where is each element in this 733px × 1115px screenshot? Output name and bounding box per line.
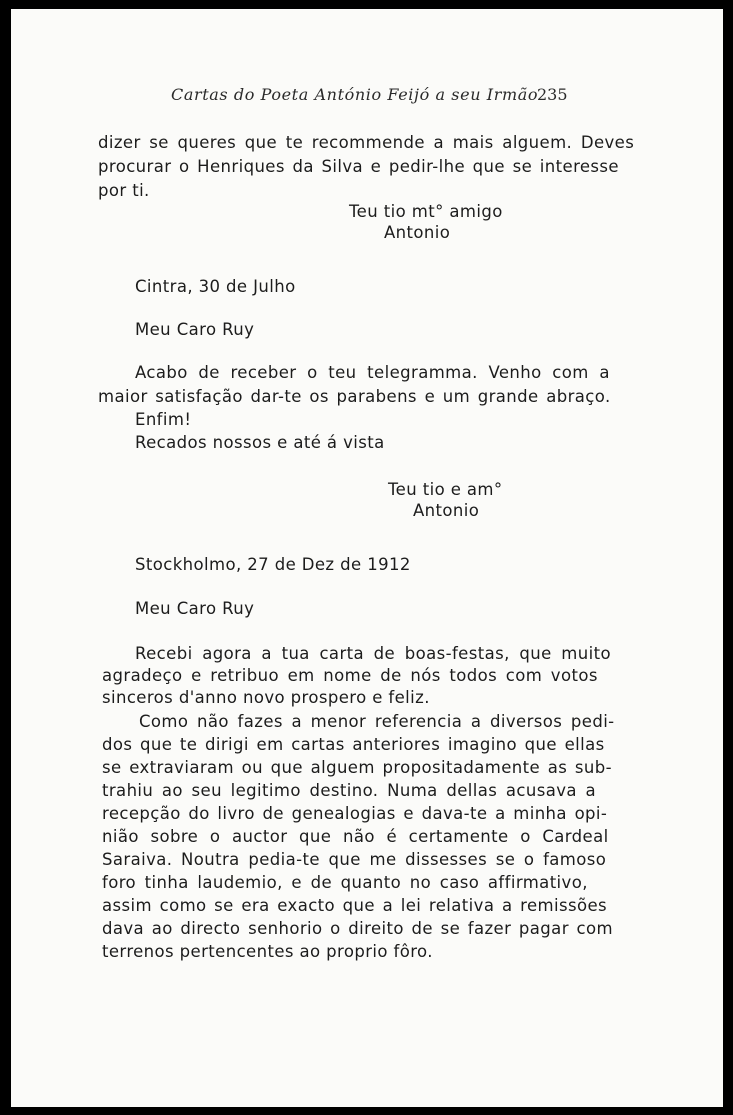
running-header	[11, 85, 723, 113]
closing-line: Teu tio mt° amigo	[349, 202, 503, 221]
text-line: procurar o Henriques da Silva e pedir-lhe que se interesse	[98, 157, 619, 176]
text-line: se extraviaram ou que alguem propositadamente as sub-	[102, 758, 612, 777]
place-date: Cintra, 30 de Julho	[135, 277, 296, 296]
text-line: terrenos pertencentes ao proprio fôro.	[102, 942, 433, 961]
text-line: dizer se queres que te recommende a mais alguem. Deves	[98, 133, 635, 152]
place-date: Stockholmo, 27 de Dez de 1912	[135, 555, 411, 574]
book-page	[11, 9, 723, 1107]
text-line: dava ao directo senhorio o direito de se fazer pagar com	[102, 919, 613, 938]
text-line: Recados nossos e até á vista	[135, 433, 385, 452]
text-line: assim como se era exacto que a lei relativa a remissões	[102, 896, 607, 915]
text-line: agradeço e retribuo em nome de nós todos com votos	[102, 666, 598, 685]
running-title: Cartas do Poeta António Feijó a seu Irmão	[171, 85, 539, 104]
text-line: recepção do livro de genealogias e dava-te a minha opi-	[102, 804, 608, 823]
text-line: trahiu ao seu legitimo destino. Numa dellas acusava a	[102, 781, 597, 800]
text-line: por ti.	[98, 181, 150, 200]
text-line: nião sobre o auctor que não é certamente o Cardeal	[102, 827, 609, 846]
text-line: Acabo de receber o teu telegramma. Venho com a	[135, 363, 610, 382]
signature: Antonio	[384, 223, 451, 242]
salutation: Meu Caro Ruy	[135, 320, 255, 339]
text-line: Como não fazes a menor referencia a diversos pedi-	[139, 712, 615, 731]
signature: Antonio	[413, 501, 480, 520]
salutation: Meu Caro Ruy	[135, 599, 255, 618]
text-line: sinceros d'anno novo prospero e feliz.	[102, 688, 430, 707]
closing-line: Teu tio e am°	[388, 480, 503, 499]
text-line: Saraiva. Noutra pedia-te que me dissesses se o famoso	[102, 850, 607, 869]
text-line: Enfim!	[135, 410, 192, 429]
page-number: 235	[537, 85, 568, 104]
text-line: maior satisfação dar-te os parabens e um grande abraço.	[98, 387, 611, 406]
text-line: foro tinha laudemio, e de quanto no caso affirmativo,	[102, 873, 588, 892]
text-line: dos que te dirigi em cartas anteriores imagino que ellas	[102, 735, 605, 754]
text-line: Recebi agora a tua carta de boas-festas, que muito	[135, 644, 611, 663]
